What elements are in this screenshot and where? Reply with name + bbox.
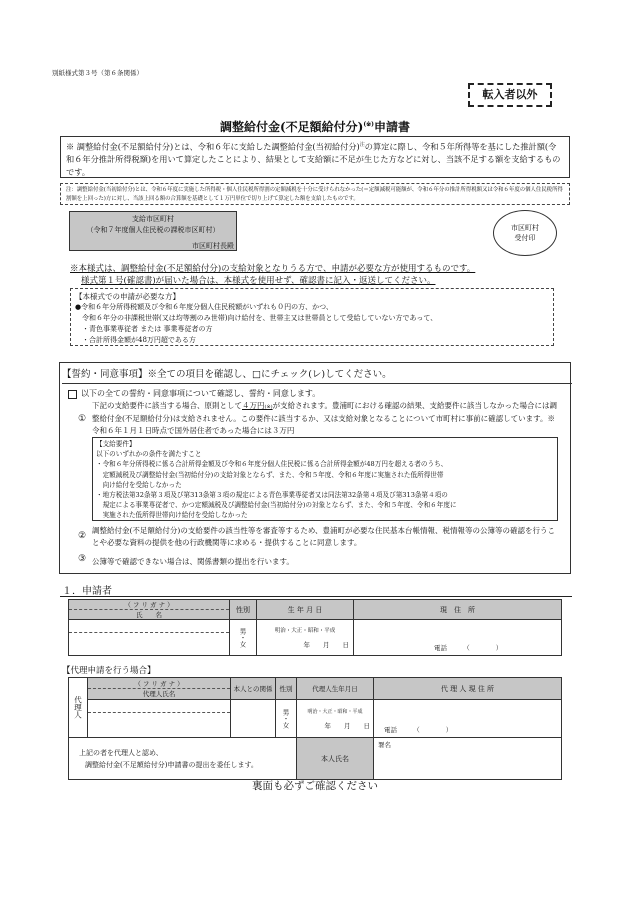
proxy-sex-field[interactable]: 男・女: [276, 700, 297, 738]
proxy-section-title: 【代理申請を行う場合】: [62, 666, 156, 676]
eligibility-item: 令和６年分の非課税世帯(又は均等割のみ世帯)向け給付を、世帯主又は世帯員として受給していない方であって、: [75, 314, 438, 322]
proxy-table: [68, 677, 562, 780]
usage-note-2: 様式第１号(確認書)が届いた場合は、本様式を使用せず、確認書に記入・返送してください。: [81, 276, 436, 286]
proxy-side-label: 代理人: [69, 678, 88, 738]
pledge-num-3: ③: [78, 554, 87, 564]
usage-note-1: ※本様式は、調整給付金(不足額給付分)の支給対象となりうる方で、申請が必要な方が使用するものです。: [70, 264, 476, 274]
proxy-relation-header: 本人との関係: [231, 678, 276, 700]
pledge-item-2: 調整給付金(不足額給付分)の支給要件の該当性等を審査等するため、豊浦町が必要な住民基本台帳情報、税情報等の公簿等の確認を行うことや必要な資料の提供を他の行政機関等に求める・提供することに同意します。: [92, 526, 556, 547]
addressee-line1: 支給市区町村: [132, 215, 174, 223]
applicant-name-header: （ フ リ ガ ナ ） 氏 名: [69, 600, 230, 620]
note-box: 注：調整給付金(当初給付分)とは、令和６年度に実施した所得税・個人住民税所得割の定額減税を十分に受けられなかった(＝定額減税可能額が、令和６年分の推計所得税額又は令和６年度の個人住民税所得割額を上回った)方に対し、当該上回る額の合算額を基礎として１万円単位で切り上げて算定した額を支給したものです。: [60, 183, 570, 205]
agree-checkbox[interactable]: [68, 390, 77, 399]
pledge-item-1: 下記の支給要件に該当する場合、原則として４万円(※)が支給されます。豊浦町における確認の結果、支給要件に該当しなかった場合には調整給付金(不足額給付分)は支給されません。この要件に該当するか、又は支給対象となることについて市町村に事前に確認しています。※令和６年１月１日時点で国外居住者であった場合には３万円: [92, 401, 557, 435]
proxy-sex-header: 性別: [276, 678, 297, 700]
proxy-address-field[interactable]: 電話 （ ）: [374, 700, 562, 738]
delegation-statement: 上記の者を代理人と認め、 調整給付金(不足額給付分)申請書の提出を委任します。: [69, 738, 297, 780]
pledge-item-3: 公簿等で確認できない場合は、関係書類の提出を行います。: [92, 557, 294, 566]
intro-box: ※ 調整給付金(不足額給付分)とは、令和６年に支給した調整給付金(当初給付分)$^注$の算定に際し、令和５年所得等を基にした推計額(令和６年分推計所得税額)を用いて算定したことにより、結果として支給額に不足が生じた方などに対し、当該不足する額を支給するものです。: [60, 136, 570, 178]
pledge-heading: 【誓約・同意事項】※全ての項目を確認し、□にチェック(レ)してください。: [62, 369, 392, 380]
addressee-line3: 市区町村長殿: [192, 242, 234, 250]
eligibility-title: 【本様式での申請が必要な方】: [75, 292, 180, 301]
proxy-name-field[interactable]: [88, 700, 231, 738]
proxy-address-header: 代 理 人 現 住 所: [374, 678, 562, 700]
requirement-line: 定額減税及び調整給付金(当初給付分)の支給対象とならず、また、令和５年度、令和６年度に実施された低所得世帯: [96, 470, 444, 479]
requirement-line: ・地方税法第32条第３項及び第313条第３項の規定による青色事業専従者又は同法第32条第４項及び第313条第４項の: [96, 491, 448, 500]
requirement-line: 向け給付を受給しなかった: [96, 480, 182, 489]
pledge-agree[interactable]: 以下の全ての誓約・同意事項について確認し、誓約・同意します。: [68, 388, 320, 399]
principal-signature-field[interactable]: 署名: [374, 738, 562, 780]
requirement-line: 規定による事業専従者で、かつ定額減税及び調整給付金(当初給付分)の対象とならず、また、令和５年度、令和６年度に: [96, 501, 457, 510]
eligibility-item: ・青色事業専従者 または 事業専従者の方: [75, 325, 213, 333]
requirements-box: [92, 437, 558, 521]
applicant-sex-header: 性別: [230, 600, 257, 620]
back-page-notice: 裏面も必ずご確認ください: [252, 780, 378, 792]
applicant-dob-field[interactable]: 明治・大正・昭和・平成 年 月 日: [257, 620, 354, 656]
pledge-num-2: ②: [78, 531, 87, 541]
pledge-num-1: ①: [78, 414, 87, 424]
requirement-line: ・令和６年分所得税に係る合計所得金額及び令和６年度分個人住民税に係る合計所得金額が48万円を超える者のうち、: [96, 460, 448, 469]
eligibility-box: [70, 288, 554, 346]
non-transfer-tag: 転入者以外: [468, 83, 552, 107]
applicant-sex-field[interactable]: 男・女: [230, 620, 257, 656]
eligibility-item: ・合計所得金額が48万円超である方: [75, 336, 196, 344]
principal-name-header: 本人氏名: [297, 738, 374, 780]
addressee-line2: （令和７年度個人住民税の課税市区町村）: [86, 226, 220, 234]
eligibility-item: ●令和６年分所得税額及び令和６年度分個人住民税額がいずれも０円の方、かつ、: [75, 303, 333, 311]
page-title: 調整給付金(不足額給付分)(※)申請書: [219, 120, 411, 134]
applicant-section-title: １．申請者: [62, 586, 112, 597]
proxy-dob-header: 代理人生年月日: [297, 678, 374, 700]
requirement-line: 実施された低所得世帯向け給付を受給しなかった: [96, 511, 248, 520]
requirements-title: 【支給要件】: [96, 440, 136, 448]
proxy-name-header: （ フ リ ガ ナ ） 代理人氏名: [88, 678, 231, 700]
addressee-box: [69, 211, 237, 251]
applicant-address-field[interactable]: 電話 （ ）: [354, 620, 562, 656]
applicant-table: [68, 599, 562, 656]
applicant-name-field[interactable]: [69, 620, 230, 656]
proxy-relation-field[interactable]: [231, 700, 276, 738]
proxy-dob-field[interactable]: 明治・大正・昭和・平成 年 月 日: [297, 700, 374, 738]
applicant-address-header: 現 住 所: [354, 600, 562, 620]
form-number: 別紙様式第３号（第６条関係）: [52, 69, 143, 77]
requirement-line: 以下のいずれかの条件を満たすこと: [96, 450, 202, 459]
applicant-dob-header: 生 年 月 日: [257, 600, 354, 620]
reception-stamp: 市区町村 受付印: [493, 210, 557, 256]
